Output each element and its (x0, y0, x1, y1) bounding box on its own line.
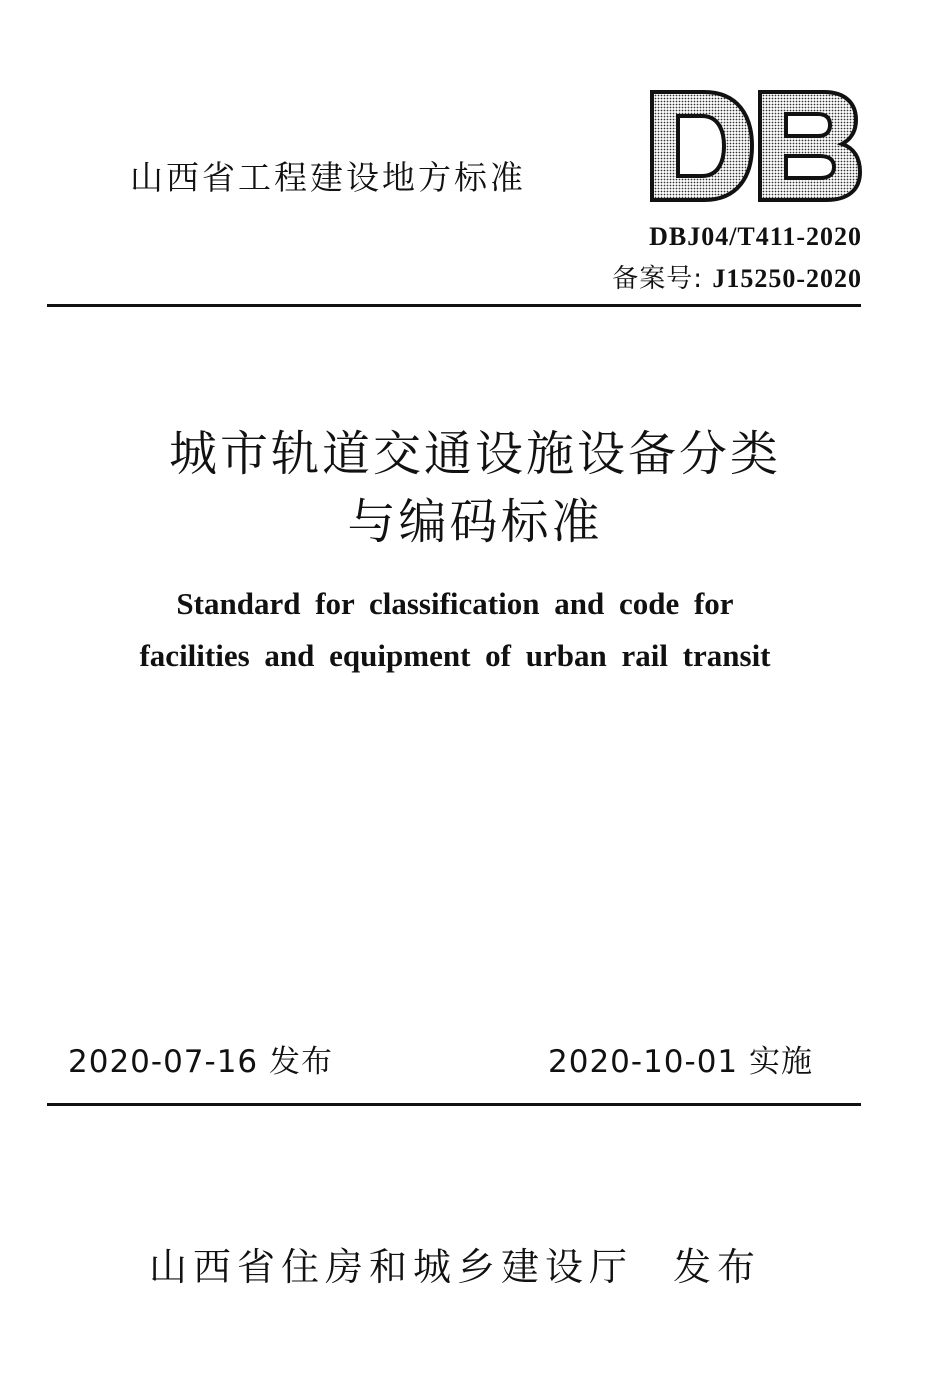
publisher-name: 山西省住房和城乡建设厅 (148, 1245, 633, 1289)
title-en-line-1: Standard for classification and code for (176, 586, 734, 621)
publisher-action: 发布 (673, 1245, 762, 1289)
top-divider (47, 304, 861, 307)
record-number (612, 258, 862, 295)
title-en-line-2: facilities and equipment of urban rail transit (139, 638, 771, 673)
record-label: 备案号: (612, 264, 704, 294)
title-zh-line-2: 与编码标准 (347, 494, 603, 550)
title-zh-line-1: 城市轨道交通设施设备分类 (168, 426, 781, 482)
record-value: J15250-2020 (712, 264, 862, 293)
issue-date: 2020-07-16 发布 (68, 1044, 334, 1080)
db-logo (648, 88, 864, 204)
standard-code: DBJ04/T411-2020 (649, 222, 862, 251)
standard-type: 山西省工程建设地方标准 (130, 158, 526, 197)
publisher (0, 1236, 910, 1291)
title-chinese (0, 420, 950, 556)
title-english (0, 578, 910, 682)
implement-date: 2020-10-01 实施 (548, 1044, 814, 1080)
bottom-divider (47, 1103, 861, 1106)
